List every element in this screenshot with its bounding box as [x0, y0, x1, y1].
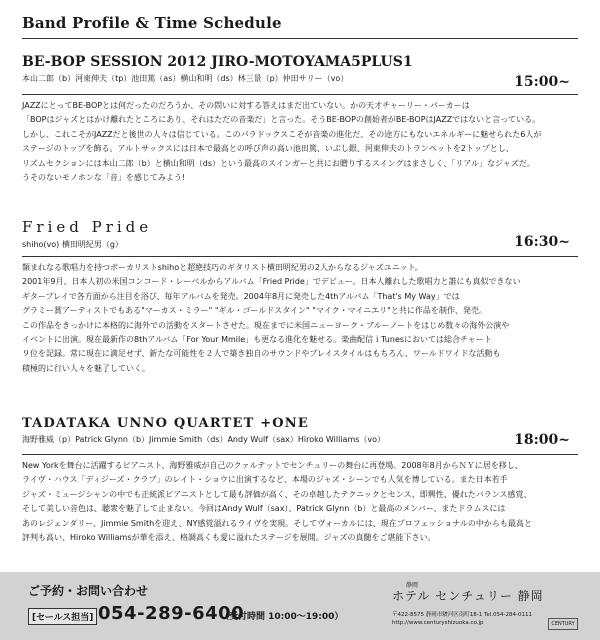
performance-time: 18:00~: [514, 432, 570, 448]
hotel-logo: CENTURY: [548, 618, 578, 630]
description-line: 類まれなる歌唱力を持つボーカリストshihoと超絶技巧のギタリスト横田明紀男の2人からなるジャズユニット。: [22, 263, 423, 272]
description-line: ギタープレイで各方面から注目を浴び、毎年アルバムを発売。2004年8月に発売した4thアルバム「That's My Way」では: [22, 291, 460, 301]
description-line: グラミー賞アーティストでもある"マーカス・ミラー" "ギル・ゴールドスタイン" "マイク・マイニエリ"と共に作品を制作、発売。: [22, 306, 487, 316]
hotel-small-label: 静岡: [406, 582, 419, 589]
header-divider: [22, 38, 578, 39]
band-description: [22, 261, 578, 376]
description-line: 「BOPはジャズとはかけ離れたところにあり、それはただの音楽だ」と言った。そうBE-BOPの創始者がBE-BOPはJAZZではないと言っている。: [22, 115, 541, 125]
band-description: [22, 459, 578, 545]
description-line: リズムセクションには本山二郎（b）と横山和明（ds）という最高のスインガーと共にお贈りするスイングはまさしく、「リアル」なジャズだ。: [22, 158, 535, 168]
description-line: 積極的に行い人々を魅了していく。: [22, 363, 150, 373]
section-divider: [22, 94, 578, 95]
description-line: ９位を記録。常に現在に満足せず、新たな可能性を２人で築き独自のサウンドやプレイスタイルはもちろん、ワールドワイドな活動も: [22, 349, 501, 359]
sales-label: [セールス担当]: [28, 608, 97, 625]
description-line: そして美しい音色は、聴衆を魅了して止まない。今回はAndy Wulf（sax）、Patrick Glynn（b）と最高のメンバー、またドラムスには: [22, 504, 506, 514]
description-line: New Yorkを舞台に活躍するピアニスト、海野雅威が自己のクァルテットでセンチュリーの舞台に再登場。2008年8月からＮＹに居を移し、: [22, 461, 523, 470]
description-line: あのレジェンダリー、Jimmie Smithを迎え、NY感覚溢れるライヴを実現。そしてヴォーカルには、現在プロフェッショナルの中からも最高と: [22, 518, 532, 528]
hotel-website-link[interactable]: http://www.centuryshizuoka.co.jp: [392, 620, 484, 626]
description-line: うそのないモノホンな「音」を感じてみよう!: [22, 173, 186, 183]
band-members: 海野雅威（p）Patrick Glynn（b）Jimmie Smith（ds）Andy Wulf（sax）Hiroko Williams（vo）: [22, 435, 386, 444]
description-line: JAZZにとってBE-BOPとは何だったのだろうか、その問いに対する答えはまだ出ていない。かの天才チャーリー・パーカーは: [22, 101, 470, 110]
hotel-address: 〒422-8575 静岡市駿河区南町18-1 Tel.054-284-0111: [392, 612, 533, 618]
description-line: この作品をきっかけに本格的に海外での活動をスタートさせた。現在までに米国ニューヨーク・ブルーノートをはじめ数々の海外公演や: [22, 320, 510, 330]
contact-heading: ご予約・お問い合わせ: [28, 584, 149, 598]
phone-number[interactable]: 054-289-6400: [98, 603, 245, 624]
page-title: Band Profile & Time Schedule: [22, 14, 282, 32]
band-section-fried-pride: [22, 218, 578, 250]
band-name: TADATAKA UNNO QUARTET +ONE: [22, 416, 309, 431]
reception-hours: （受付時間 10:00～19:00）: [220, 612, 344, 622]
description-line: ライヴ・ハウス「ディジーズ・クラブ」のレイト・ショウに出演するなど、本場のジャズ・シーンでも人気を博している。また日本若手: [22, 475, 508, 485]
band-name: BE-BOP SESSION 2012 JIRO-MOTOYAMA5PLUS1: [22, 54, 413, 70]
band-members: shiho(vo) 横田明紀男（g）: [22, 240, 123, 249]
section-divider: [22, 256, 578, 257]
description-line: イベントに出演。現在最新作の8thアルバム「For Your Mmile」も更なる進化を魅せる。楽曲配信ｉTunesにおいては総合チャート: [22, 335, 492, 345]
description-line: ステージのトップを飾る。アルトサックスには日本で最高との呼び声の高い池田篤、いぶし銀、河東伸夫のトランペットを2トップとし、: [22, 144, 514, 154]
band-name: Fried Pride: [22, 218, 153, 236]
contact-footer: [0, 572, 600, 640]
band-members: 本山二郎（b）河東伸夫（tp）池田篤（as）横山和明（ds）林三景（p）仲田サリー（vo）: [22, 74, 349, 83]
band-description: [22, 99, 578, 185]
band-section-bebop: [22, 54, 578, 90]
performance-time: 15:00~: [514, 74, 570, 90]
description-line: 2001年9月、日本人初の米国コンコード・レーベルからアルバム「Fried Pride」でデビュー。日本人離れした歌唱力と誰にも真似できない: [22, 277, 521, 287]
band-section-unno-quartet: [22, 416, 578, 448]
performance-time: 16:30~: [514, 234, 570, 250]
description-line: ジャズ・ミュージシャンの中でも正統派ピアニストとして最も評価が高く、その卓越したテクニックとセンス、即興性、優れたバランス感覚、: [22, 489, 532, 499]
description-line: 評判も高い、Hiroko Williamsが華を添え、格調高くも愛に溢れたステージを展開。ジャズの真髄をご堪能下さい。: [22, 533, 436, 543]
description-line: しかし、これこそがJAZZだと後世の人々は信じている。このパラドックスこそが音楽の進化だ、その途方にもないエネルギーに魅せられた6人が: [22, 129, 542, 139]
hotel-name: ホテル センチュリー 静岡: [392, 589, 544, 603]
section-divider: [22, 454, 578, 455]
